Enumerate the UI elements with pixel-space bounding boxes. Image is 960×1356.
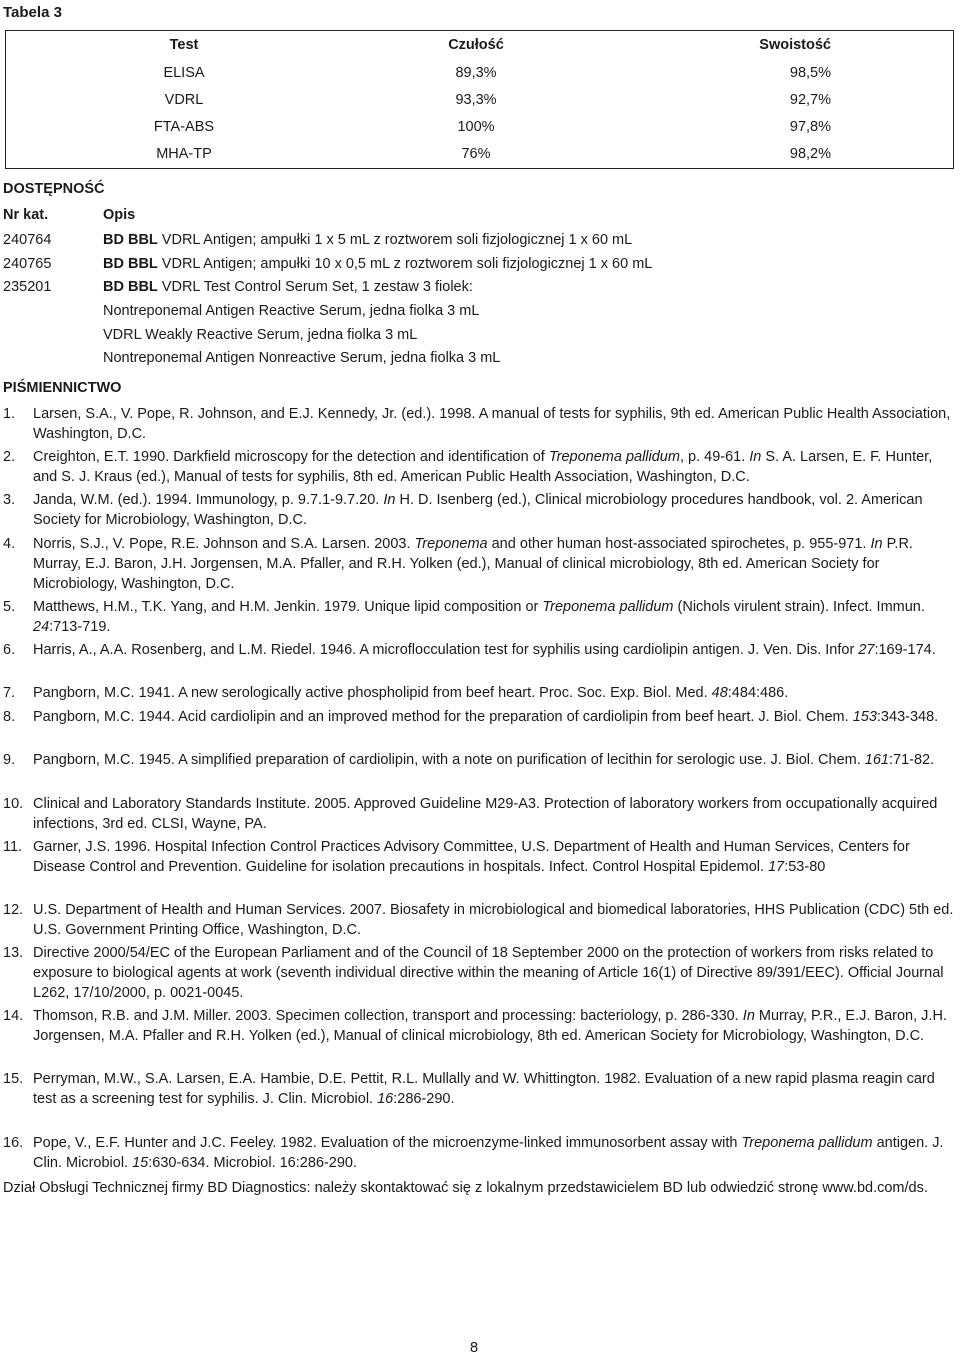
- page-number: 8: [470, 1340, 479, 1356]
- table-row: [6, 119, 953, 139]
- reference-number: 9.: [3, 752, 16, 768]
- reference-item: [3, 404, 958, 444]
- cell-test: FTA-ABS: [153, 119, 215, 135]
- catalog-description: VDRL Antigen; ampułki 1 x 5 mL z roztworem soli fizjologicznej 1 x 60 mL: [157, 232, 633, 248]
- references-heading: PIŚMIENNICTWO: [3, 380, 122, 396]
- reference-number: 13.: [3, 945, 24, 961]
- reference-item: [3, 447, 958, 487]
- kit-component: Nontreponemal Antigen Nonreactive Serum, jedna fiolka 3 mL: [103, 350, 501, 366]
- catalog-item: [3, 256, 652, 272]
- table-row: [6, 146, 953, 166]
- cell-test: ELISA: [163, 65, 205, 81]
- reference-item: [3, 837, 958, 877]
- catalog-item: [3, 279, 473, 295]
- reference-text: Janda, W.M. (ed.). 1994. Immunology, p. 9.7.1-9.7.20. In H. D. Isenberg (ed.), Clinical microbiology procedures handbook, vol. 2. American Society for Microbiology, Washington, D.C.: [33, 492, 923, 528]
- reference-item: [3, 1006, 958, 1046]
- table-row: [6, 65, 953, 85]
- reference-text: Pangborn, M.C. 1941. A new serologically active phospholipid from beef heart. Proc. Soc. Exp. Biol. Med. 48:484:486.: [33, 685, 789, 701]
- kit-component: VDRL Weakly Reactive Serum, jedna fiolka 3 mL: [103, 327, 418, 343]
- catalog-number: 235201: [3, 279, 52, 295]
- cell-sensitivity: 76%: [461, 146, 491, 162]
- reference-number: 15.: [3, 1071, 24, 1087]
- reference-item: [3, 794, 958, 834]
- header-specificity: Swoistość: [759, 37, 831, 53]
- reference-text: Creighton, E.T. 1990. Darkfield microscopy for the detection and identification of Treponema pallidum, p. 49-61. In S. A. Larsen, E. F. Hunter, and S. J. Kraus (ed.), Manual of tests for syphilis, 8th ed. American Public Health Association, Washington, D.C.: [33, 449, 933, 485]
- reference-number: 16.: [3, 1135, 24, 1151]
- cell-sensitivity: 89,3%: [455, 65, 497, 81]
- reference-text: Thomson, R.B. and J.M. Miller. 2003. Specimen collection, transport and processing: bacteriology, p. 286-330. In Murray, P.R., E.J. Baron, J.H. Jorgensen, M.A. Pfaller and R.H. Yolken (ed.), Manual of clinical microbiology, 8th ed. American Society for Microbiology, Washington, D.C.: [33, 1008, 947, 1044]
- catalog-item: [3, 232, 632, 248]
- catalog-description: VDRL Antigen; ampułki 10 x 0,5 mL z roztworem soli fizjologicznej 1 x 60 mL: [157, 256, 653, 272]
- reference-item: [3, 750, 958, 770]
- reference-number: 1.: [3, 406, 16, 422]
- availability-column-headers: [3, 207, 135, 223]
- cell-specificity: 98,5%: [789, 65, 831, 81]
- reference-number: 14.: [3, 1008, 24, 1024]
- header-sensitivity: Czułość: [448, 37, 504, 53]
- catalog-number: 240764: [3, 232, 52, 248]
- availability-heading: DOSTĘPNOŚĆ: [3, 181, 105, 197]
- table-header-row: [6, 37, 953, 57]
- reference-text: Pope, V., E.F. Hunter and J.C. Feeley. 1982. Evaluation of the microenzyme-linked immunosorbent assay with Treponema pallidum antigen. J. Clin. Microbiol. 15:630-634. Microbiol. 16:286-290.: [33, 1135, 944, 1171]
- sensitivity-table: [5, 30, 954, 169]
- reference-number: 3.: [3, 492, 16, 508]
- reference-text: Pangborn, M.C. 1945. A simplified preparation of cardiolipin, with a note on purification of lecithin for serologic use. J. Biol. Chem. 161:71-82.: [33, 752, 935, 768]
- reference-item: [3, 683, 958, 703]
- reference-text: Norris, S.J., V. Pope, R.E. Johnson and S.A. Larsen. 2003. Treponema and other human host-associated spirochetes, p. 955-971. In P.R. Murray, E.J. Baron, J.H. Jorgensen, M.A. Pfaller, and R.H. Yolken (ed.), Manual of clinical microbiology, 8th ed. American Society for Microbiology, Washington, D.C.: [33, 536, 913, 592]
- cell-sensitivity: 100%: [457, 119, 495, 135]
- header-test: Test: [169, 37, 199, 53]
- cell-test: MHA-TP: [156, 146, 212, 162]
- reference-item: [3, 1069, 958, 1109]
- reference-item: [3, 707, 958, 727]
- cell-specificity: 97,8%: [789, 119, 831, 135]
- reference-number: 6.: [3, 642, 16, 658]
- reference-text: U.S. Department of Health and Human Services. 2007. Biosafety in microbiological and biomedical laboratories, HHS Publication (CDC) 5th ed. U.S. Government Printing Office, Washington, D.C.: [33, 902, 954, 938]
- reference-number: 5.: [3, 599, 16, 615]
- brand-label: BD BBL: [103, 279, 158, 295]
- table-title: Tabela 3: [3, 4, 62, 21]
- reference-item: [3, 1133, 958, 1173]
- catalog-description: VDRL Test Control Serum Set, 1 zestaw 3 fiolek:: [157, 279, 473, 295]
- reference-number: 7.: [3, 685, 16, 701]
- catalog-number-header: Nr kat.: [3, 207, 49, 223]
- reference-item: [3, 900, 958, 940]
- table-row: [6, 92, 953, 112]
- reference-number: 2.: [3, 449, 16, 465]
- cell-specificity: 92,7%: [789, 92, 831, 108]
- brand-label: BD BBL: [103, 232, 158, 248]
- reference-text: Garner, J.S. 1996. Hospital Infection Control Practices Advisory Committee, U.S. Department of Health and Human Services, Centers for Disease Control and Prevention. Guideline for isolation precautions in hospitals. Infect. Control Hospital Epidemol. 17:53-80: [33, 839, 910, 875]
- cell-sensitivity: 93,3%: [455, 92, 497, 108]
- technical-service-note: Dział Obsługi Technicznej firmy BD Diagnostics: należy skontaktować się z lokalnym przedstawicielem BD lub odwiedzić stronę www.bd.com/ds.: [3, 1180, 928, 1196]
- reference-number: 12.: [3, 902, 24, 918]
- reference-item: [3, 943, 958, 1003]
- reference-text: Harris, A., A.A. Rosenberg, and L.M. Riedel. 1946. A microflocculation test for syphilis using cardiolipin antigen. J. Ven. Dis. Infor 27:169-174.: [33, 642, 936, 658]
- reference-number: 11.: [3, 839, 23, 855]
- reference-text: Clinical and Laboratory Standards Institute. 2005. Approved Guideline M29-A3. Protection of laboratory workers from occupationally acquired infections, 3rd ed. CLSI, Wayne, PA.: [33, 796, 938, 832]
- reference-item: [3, 490, 958, 530]
- kit-component: Nontreponemal Antigen Reactive Serum, jedna fiolka 3 mL: [103, 303, 480, 319]
- brand-label: BD BBL: [103, 256, 158, 272]
- reference-item: [3, 640, 958, 660]
- cell-specificity: 98,2%: [789, 146, 831, 162]
- reference-text: Larsen, S.A., V. Pope, R. Johnson, and E.J. Kennedy, Jr. (ed.). 1998. A manual of tests for syphilis, 9th ed. American Public Health Association, Washington, D.C.: [33, 406, 951, 442]
- catalog-number: 240765: [3, 256, 52, 272]
- reference-text: Perryman, M.W., S.A. Larsen, E.A. Hambie, D.E. Pettit, R.L. Mullally and W. Whittington. 1982. Evaluation of a new rapid plasma reagin card test as a screening test for syphilis. J. Clin. Microbiol. 16:286-290.: [33, 1071, 935, 1107]
- reference-number: 10.: [3, 796, 24, 812]
- reference-item: [3, 597, 958, 637]
- reference-number: 4.: [3, 536, 16, 552]
- description-header: Opis: [103, 207, 136, 223]
- reference-number: 8.: [3, 709, 16, 725]
- reference-item: [3, 534, 958, 594]
- reference-text: Directive 2000/54/EC of the European Parliament and of the Council of 18 September 2000 on the protection of workers from risks related to exposure to biological agents at work (seventh individual directive within the meaning of Article 16(1) of Directive 89/391/EEC). Official Journal L262, 17/10/2000, p. 0021-0045.: [33, 945, 944, 1001]
- reference-text: Pangborn, M.C. 1944. Acid cardiolipin and an improved method for the preparation of cardiolipin from beef heart. J. Biol. Chem. 153:343-348.: [33, 709, 939, 725]
- reference-text: Matthews, H.M., T.K. Yang, and H.M. Jenkin. 1979. Unique lipid composition or Treponema pallidum (Nichols virulent strain). Infect. Immun. 24:713-719.: [33, 599, 925, 635]
- cell-test: VDRL: [164, 92, 204, 108]
